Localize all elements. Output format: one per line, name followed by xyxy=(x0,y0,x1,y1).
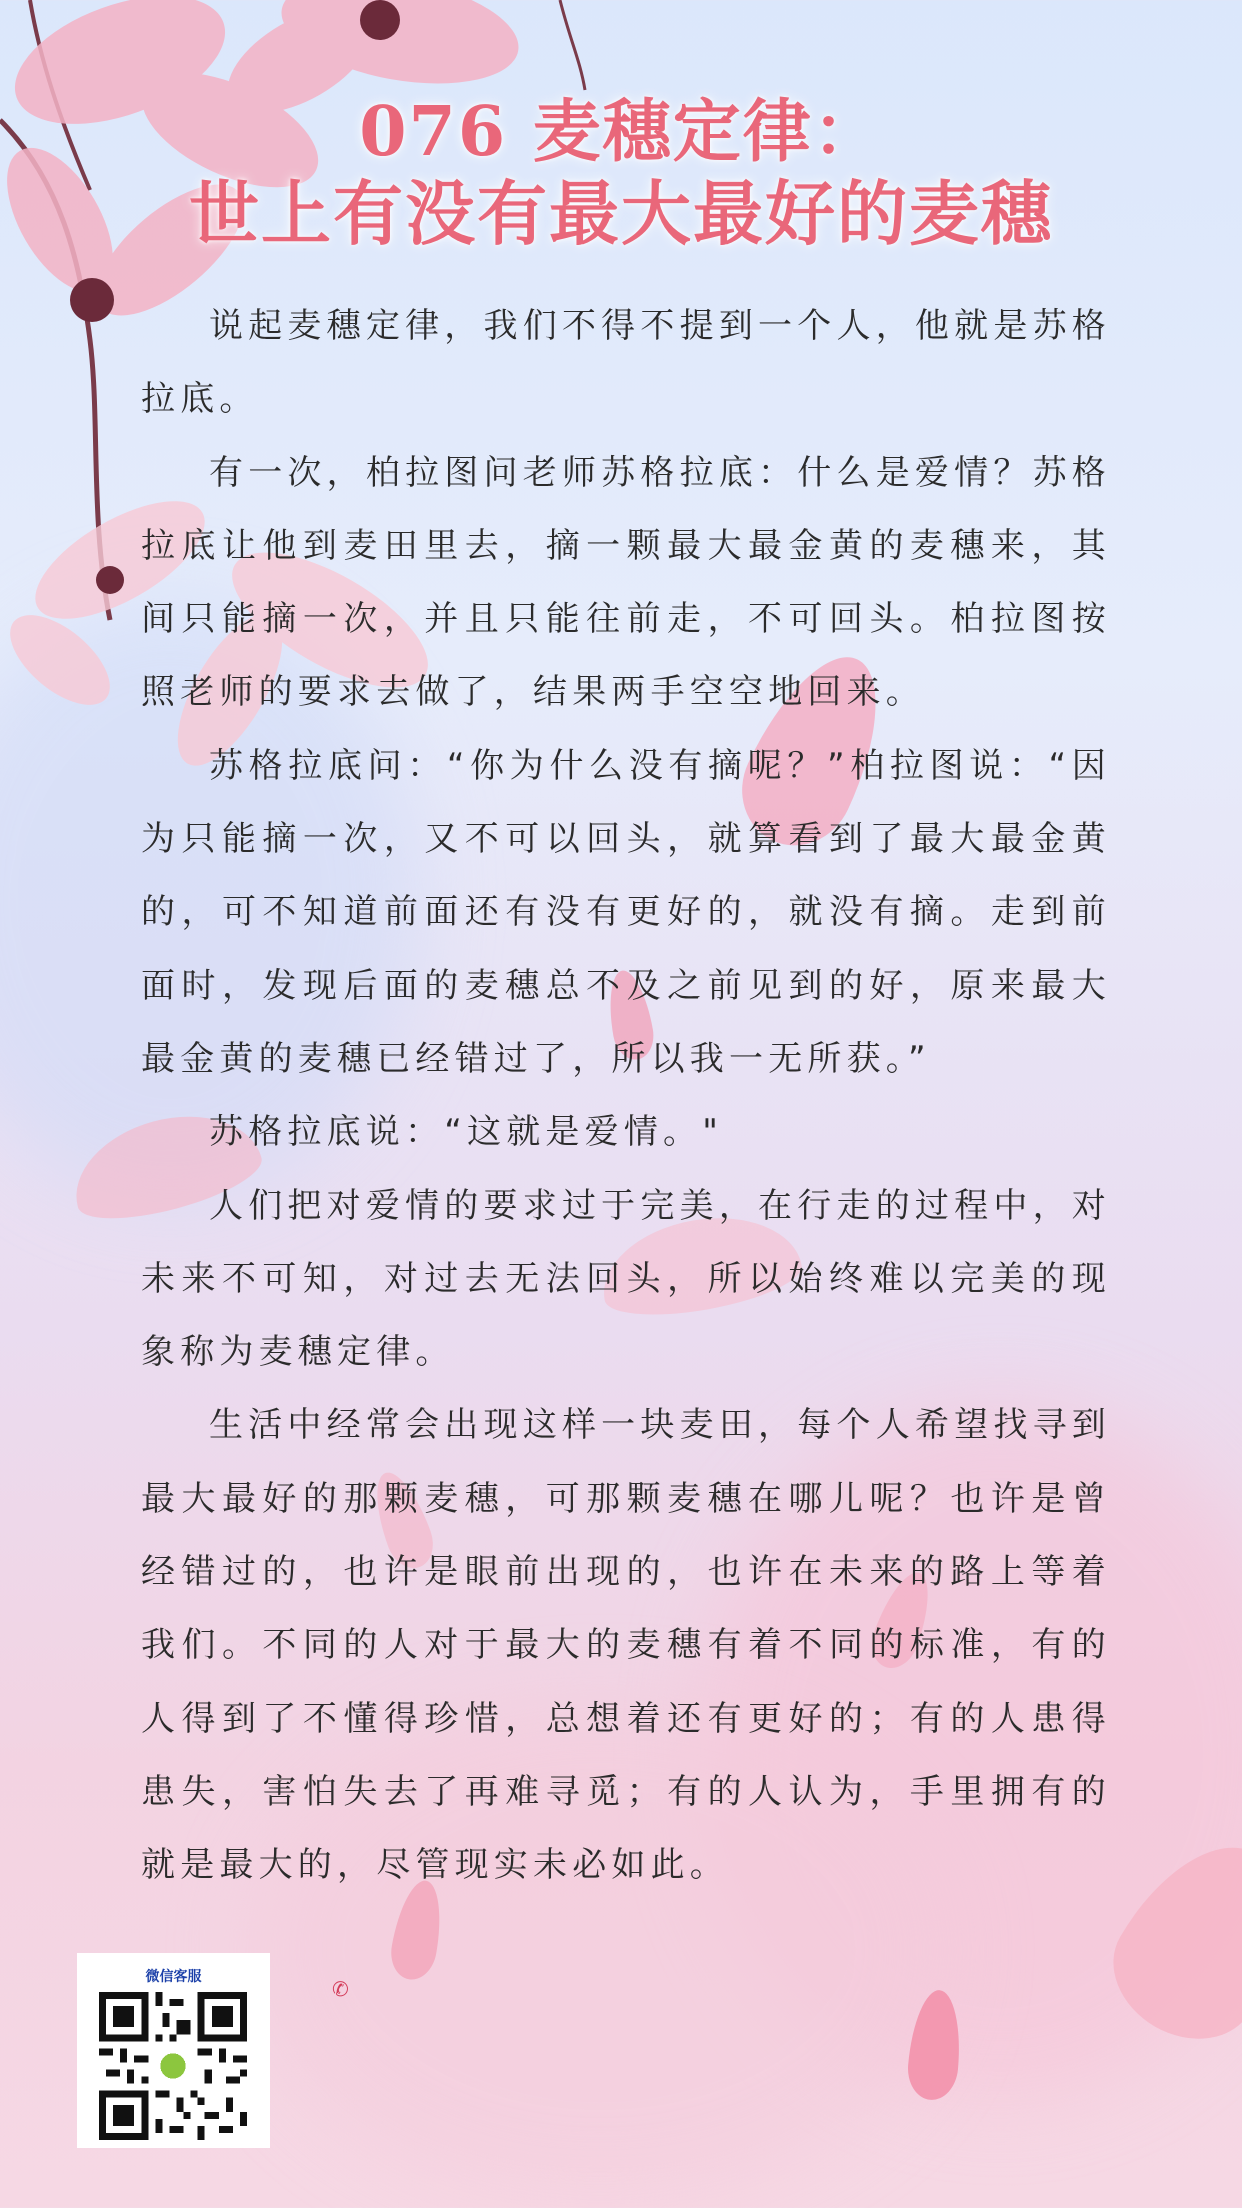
qr-label: 微信客服 xyxy=(145,1969,202,1985)
paragraph: 人们把对爱情的要求过于完美，在行走的过程中，对未来不可知，对过去无法回头，所以始终难以完美的现象称为麦穗定律。 xyxy=(141,1185,1111,1373)
wechat-service-qr-card[interactable] xyxy=(77,1953,270,2148)
paragraph: 生活中经常会出现这样一块麦田，每个人希望找寻到最大最好的那颗麦穗，可那颗麦穗在哪儿呢？也许是曾经错过的，也许是眼前出现的，也许在未来的路上等着我们。不同的人对于最大的麦穗有着不同的标准，有的人得到了不懂得珍惜，总想着还有更好的；有的人患得患失，害怕失去了再难寻觅；有的人认为，手里拥有的就是最大的，尽管现实未必如此。 xyxy=(141,1405,1111,1886)
page-title-line-2: 世上有没有最大最好的麦穗 xyxy=(189,172,1053,255)
paragraph: 有一次，柏拉图问老师苏格拉底：什么是爱情？苏格拉底让他到麦田里去，摘一颗最大最金黄的麦穗来，其间只能摘一次，并且只能往前走，不可回头。柏拉图按照老师的要求去做了，结果两手空空地回来。 xyxy=(141,452,1111,713)
page-title-line-1: 076 麦穗定律： xyxy=(359,92,883,172)
paragraph: 说起麦穗定律，我们不得不提到一个人，他就是苏格拉底。 xyxy=(141,306,1111,420)
paragraph: 苏格拉底问：“你为什么没有摘呢？”柏拉图说：“因为只能摘一次，又不可以回头，就算看到了最大最金黄的，可不知道前面还有没有更好的，就没有摘。走到前面时，发现后面的麦穗总不及之前见到的好，原来最大最金黄的麦穗已经错过了，所以我一无所获。” xyxy=(141,745,1111,1079)
qr-code-icon xyxy=(94,1992,252,2140)
article-body xyxy=(141,290,1111,1903)
paragraph: 苏格拉底说：“这就是爱情。" xyxy=(209,1112,724,1153)
phone-icon: ✆ xyxy=(332,1977,349,2001)
